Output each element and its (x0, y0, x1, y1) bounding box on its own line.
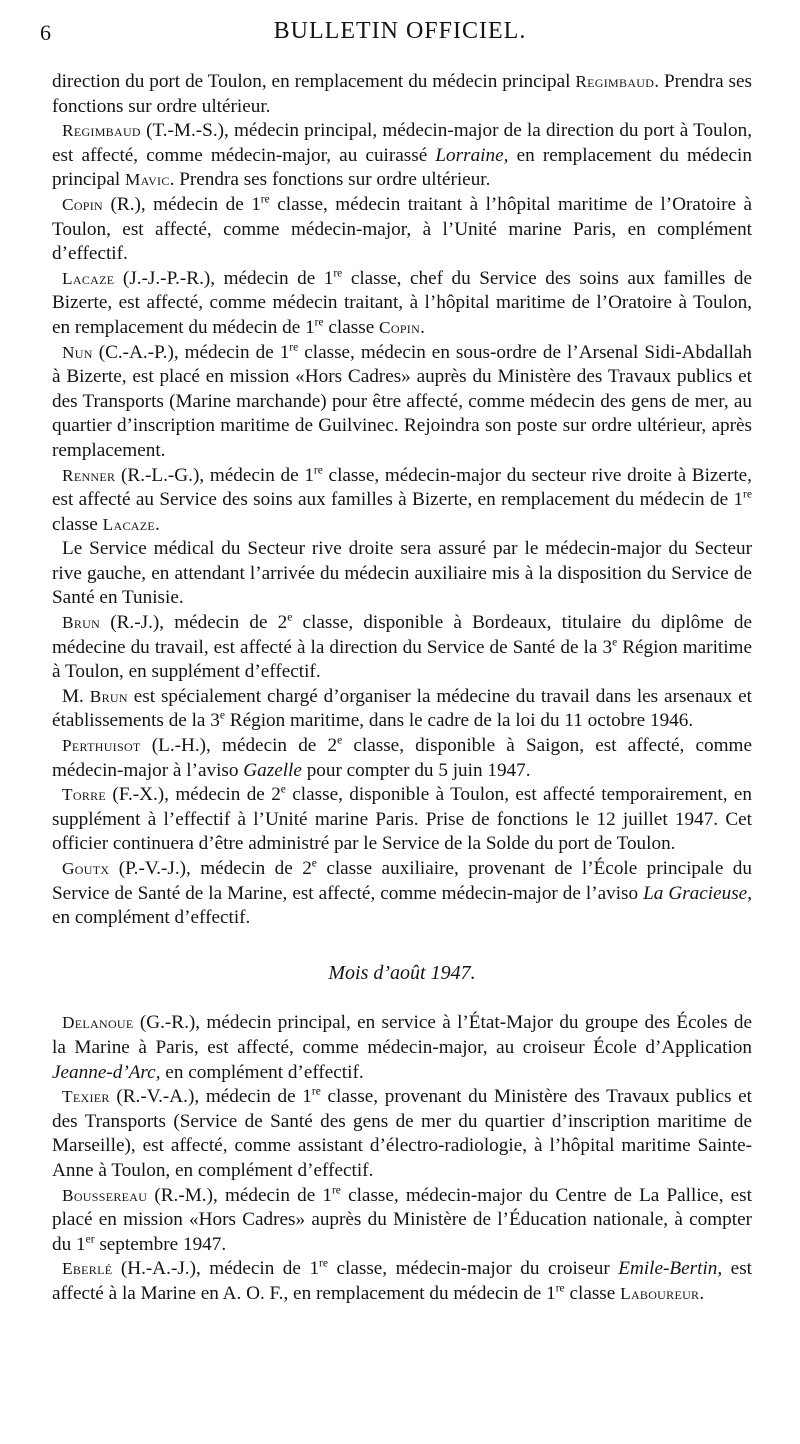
person-name: Lacaze (102, 514, 155, 534)
person-name: Brun (62, 613, 101, 633)
paragraph-renner: Renner (R.-L.-G.), médecin de 1re classe, médecin-major du secteur rive droite à Bizerte, est affecté au Service des soins aux familles à Bizerte, en remplacement du médecin de 1re classe Lacaze. (52, 464, 752, 535)
person-name: Perthuisot (62, 736, 141, 756)
paragraph-copin: Copin (R.), médecin de 1re classe, médecin traitant à l’hôpital maritime de l’Oratoire à Toulon, est affecté, comme médecin-major, à l’Unité marine Paris, en complément d’effectif. (52, 193, 752, 265)
person-name: Brun (89, 686, 128, 706)
person-name: Copin (62, 194, 104, 214)
paragraph-service-medical: Le Service médical du Secteur rive droite sera assuré par le médecin-major du Secteur rive gauche, en attendant l’arrivée du médecin auxiliaire mis à la disposition du Service de Santé en Tunisie. (52, 538, 752, 609)
paragraph-nun: Nun (C.-A.-P.), médecin de 1re classe, médecin en sous-ordre de l’Arsenal Sidi-Abdallah à Bizerte, est placé en mission «Hors Cadres» auprès du Ministère des Travaux publics et des Transports (Marine marchande) pour être affecté, comme médecin des gens de mer, au quartier d’inscription maritime de Guilvinec. Rejoindra son poste sur ordre ultérieur, après remplacement. (52, 341, 753, 461)
ship-name: Lorraine, (435, 144, 509, 166)
person-name: Eberlé (62, 1259, 113, 1279)
ship-name: Gazelle (243, 759, 302, 781)
person-name: Regimbaud (575, 72, 655, 91)
paragraph-boussereau: Boussereau (R.-M.), médecin de 1re classe, médecin-major du Centre de La Pallice, est placé en mission «Hors Cadres» auprès du Ministère de l’Éducation nationale, à compter du 1er septembre 1947. (52, 1184, 752, 1255)
person-name: Nun (62, 342, 93, 362)
document-body (52, 70, 752, 1307)
section-heading: Mois d’août 1947. (328, 961, 476, 984)
paragraph-texier: Texier (R.-V.-A.), médecin de 1re classe, provenant du Ministère des Travaux publics et des Transports (Service de Santé des gens de mer du quartier d’inscription maritime de Marseille), est affecté, comme assistant d’électro-radiologie, à l’hôpital maritime Sainte-Anne à Toulon, en complément d’effectif. (52, 1085, 752, 1181)
paragraph-eberle: Eberlé (H.-A.-J.), médecin de 1re classe, médecin-major du croiseur Emile-Bertin, est affecté à la Marine en A. O. F., en remplacement du médecin de 1re classe Laboureur. (52, 1257, 752, 1304)
ship-name: La Gracieuse, (643, 882, 752, 904)
person-name: Laboureur (620, 1283, 700, 1303)
paragraph-lacaze: Lacaze (J.-J.-P.-R.), médecin de 1re classe, chef du Service des soins aux familles de Bizerte, est affecté, comme médecin traitant, à l’hôpital maritime de l’Oratoire à Toulon, en remplacement du médecin de 1re classe Copin. (52, 267, 753, 338)
paragraph-goutx: Goutx (P.-V.-J.), médecin de 2e classe auxiliaire, provenant de l’École principale du Service de Santé de la Marine, est affecté, comme médecin-major de l’aviso La Gracieuse, en complément d’effectif. (52, 857, 752, 929)
person-name: Boussereau (62, 1185, 148, 1205)
ship-name: Emile-Bertin, (618, 1258, 723, 1280)
person-name: Texier (62, 1087, 110, 1107)
person-name: Torre (62, 785, 107, 805)
person-name: Renner (62, 465, 116, 485)
paragraph-perthuisot: Perthuisot (L.-H.), médecin de 2e classe, disponible à Saigon, est affecté, comme médecin-major à l’aviso Gazelle pour compter du 5 juin 1947. (52, 734, 752, 781)
paragraph-torre: Torre (F.-X.), médecin de 2e classe, disponible à Toulon, est affecté temporairement, en supplément à l’effectif à l’Unité marine Paris. Prise de fonctions le 12 juillet 1947. Cet officier continuera d’être administré par le Service de la Solde du port de Toulon. (52, 783, 752, 855)
person-name: Delanoue (62, 1013, 134, 1033)
paragraph-delanoue: Delanoue (G.-R.), médecin principal, en service à l’État-Major du groupe des Écoles de la Marine à Paris, est affecté, comme médecin-major, au croiseur École d’Application Jeanne-d’Arc, en complément d’effectif. (52, 1012, 752, 1083)
paragraph-brun: Brun (R.-J.), médecin de 2e classe, disponible à Bordeaux, titulaire du diplôme de médecine du travail, est affecté à la direction du Service de Santé de la 3e Région maritime à Toulon, en supplément d’effectif. (52, 611, 752, 683)
paragraph-continuation: direction du port de Toulon, en remplacement du médecin principal Regimbaud. Prendra ses fonctions sur ordre ultérieur. (52, 71, 753, 117)
page-number: 6 (40, 20, 51, 45)
paragraph-brun-charge: M. Brun est spécialement chargé d’organiser la médecine du travail dans les arsenaux et établissements de la 3e Région maritime, dans le cadre de la loi du 11 octobre 1946. (52, 685, 752, 732)
running-title: BULLETIN OFFICIEL. (273, 18, 527, 44)
person-name: Regimbaud (62, 121, 141, 141)
person-name: Lacaze (62, 268, 115, 288)
person-name: Goutx (62, 859, 110, 878)
person-name: Mavic (125, 170, 170, 190)
ship-name: Jeanne-d’Arc, (52, 1061, 161, 1083)
person-name: Copin (379, 317, 421, 337)
paragraph-regimbaud: Regimbaud (T.-M.-S.), médecin principal, médecin-major de la direction du port à Toulon, est affecté, comme médecin-major, au cuirassé Lorraine, en remplacement du médecin principal Mavic. Prendra ses fonctions sur ordre ultérieur. (52, 120, 752, 191)
